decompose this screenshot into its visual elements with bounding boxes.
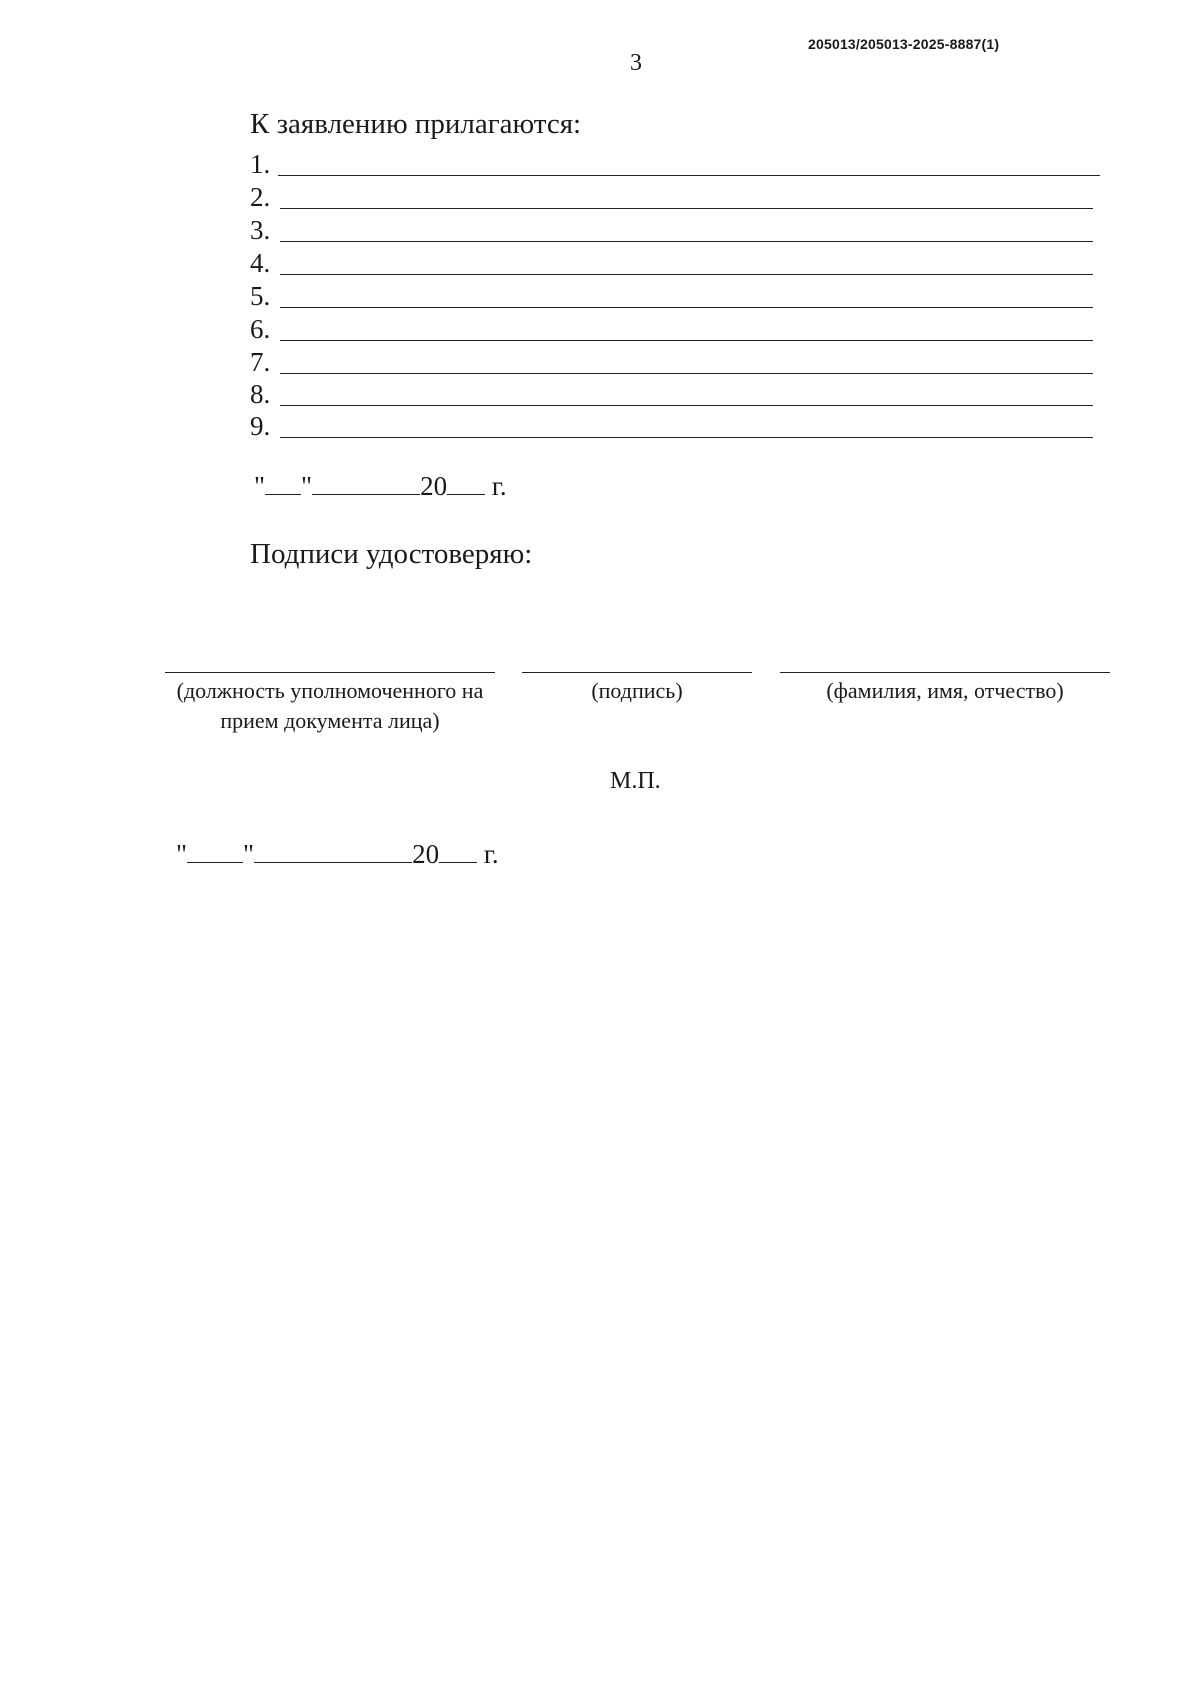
year-suffix: г. — [491, 471, 507, 501]
attachment-blank-line — [280, 405, 1093, 406]
position-caption: (должность уполномоченного на прием документа лица) — [176, 678, 484, 733]
attachments-heading: К заявлению прилагаются: — [250, 108, 582, 140]
attachment-number: 6. — [250, 314, 271, 344]
day-blank[interactable] — [187, 840, 243, 863]
year-blank[interactable] — [439, 840, 477, 863]
attachment-number: 8. — [250, 379, 271, 409]
attachment-row[interactable] — [250, 247, 1093, 279]
attachment-number: 4. — [250, 248, 271, 278]
position-signature-line[interactable] — [165, 672, 495, 673]
year-prefix: 20 — [412, 839, 440, 869]
signature-line[interactable] — [522, 672, 752, 673]
date-close-quote: " — [301, 471, 313, 501]
name-caption: (фамилия, имя, отчество) — [826, 678, 1064, 703]
date-close-quote: " — [243, 839, 255, 869]
certification-date-line — [176, 838, 499, 870]
month-blank[interactable] — [254, 840, 412, 863]
certify-heading: Подписи удостоверяю: — [250, 538, 533, 570]
month-blank[interactable] — [312, 472, 420, 495]
year-blank[interactable] — [447, 472, 485, 495]
attachment-number: 2. — [250, 182, 271, 212]
attachment-blank-line — [280, 241, 1093, 242]
attachment-row[interactable] — [250, 346, 1093, 378]
attachment-number: 5. — [250, 281, 271, 311]
attachment-row[interactable] — [250, 280, 1093, 312]
attachment-blank-line — [280, 340, 1093, 341]
attachment-row[interactable] — [250, 148, 1100, 180]
date-open-quote: " — [254, 471, 266, 501]
attachment-row[interactable] — [250, 214, 1093, 246]
stamp-label: М.П. — [610, 768, 661, 794]
day-blank[interactable] — [265, 472, 301, 495]
attachment-row[interactable] — [250, 313, 1093, 345]
year-prefix: 20 — [420, 471, 448, 501]
attachment-number: 7. — [250, 347, 271, 377]
attachment-blank-line — [280, 307, 1093, 308]
applicant-date-line — [254, 470, 507, 502]
signature-caption: (подпись) — [591, 678, 683, 703]
attachment-blank-line — [278, 175, 1100, 176]
attachment-number: 1. — [250, 149, 271, 179]
attachment-number: 3. — [250, 215, 271, 245]
attachment-blank-line — [280, 208, 1093, 209]
attachment-blank-line — [280, 437, 1093, 438]
attachment-blank-line — [280, 373, 1093, 374]
year-suffix: г. — [483, 839, 499, 869]
name-signature-line[interactable] — [780, 672, 1110, 673]
attachment-number: 9. — [250, 411, 271, 441]
attachment-row[interactable] — [250, 410, 1093, 442]
attachment-row[interactable] — [250, 181, 1093, 213]
document-id: 205013/205013-2025-8887(1) — [808, 36, 1000, 52]
page-number: 3 — [630, 50, 642, 76]
attachment-row[interactable] — [250, 378, 1093, 410]
date-open-quote: " — [176, 839, 188, 869]
attachment-blank-line — [280, 274, 1093, 275]
